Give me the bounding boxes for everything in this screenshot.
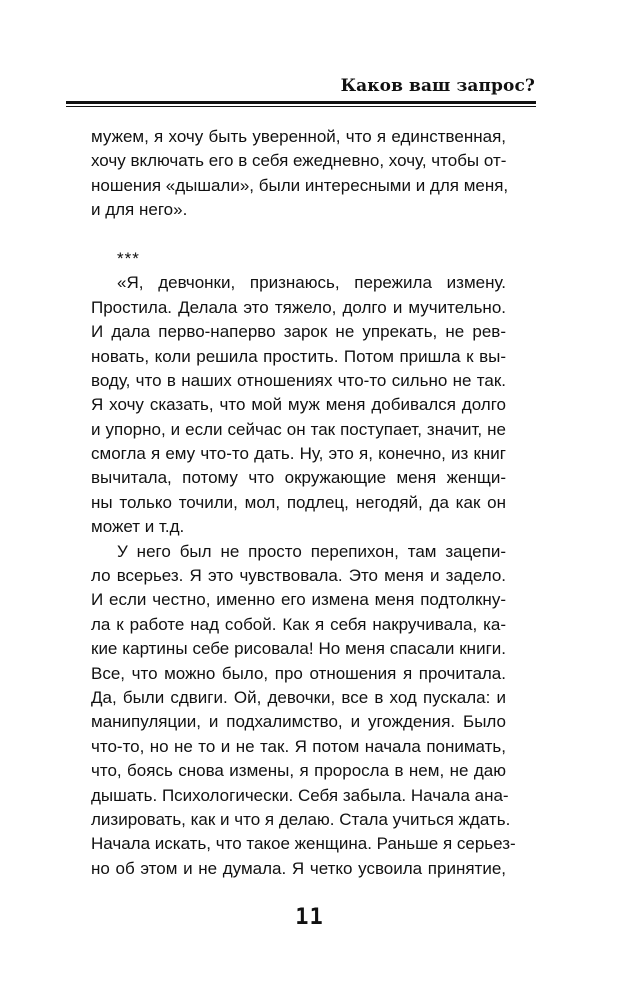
text-line: мужем, я хочу быть уверенной, что я единственная,	[91, 127, 506, 146]
text-line: новать, коли решила простить. Потом пришла к вы-	[91, 346, 506, 366]
text-line: И дала перво-наперво зарок не упрекать, не рев-	[91, 322, 506, 342]
text-line: но об этом и не думала. Я четко усвоила принятие,	[91, 858, 506, 878]
text-line: может и т.д.	[91, 517, 185, 537]
text-line: смогла я ему что-то дать. Ну, это я, конечно, из книг	[91, 444, 506, 464]
text-line: ло всерьез. Я это чувствовала. Это меня и задело.	[91, 566, 506, 586]
text-line: ны только точили, мол, подлец, негодяй, да как он	[91, 492, 506, 512]
paragraph-spacer	[91, 223, 506, 247]
text-line: ла к работе над собой. Как я себя накручивала, ка-	[91, 614, 506, 634]
text-line: вычитала, потому что окружающие меня женщи-	[91, 468, 506, 488]
header-rule	[66, 101, 536, 107]
page-body-text	[91, 125, 516, 881]
paragraph-3	[91, 540, 516, 881]
text-line: ношения «дышали», были интересными и для меня,	[91, 175, 509, 195]
text-line: что-то, но не то и не так. Я потом начала понимать,	[91, 736, 506, 756]
text-line: дышать. Психологически. Себя забыла. Начала ана-	[91, 785, 509, 805]
text-line: лизировать, как и что я делаю. Стала учиться ждать.	[91, 809, 511, 829]
text-line: Я хочу сказать, что мой муж меня добивался долго	[91, 395, 506, 415]
text-line: И если честно, именно его измена меня подтолкну-	[91, 590, 506, 610]
paragraph-1	[91, 125, 509, 223]
text-line: и для него».	[91, 200, 188, 220]
text-line: кие картины себе рисовала! Но меня спасали книги.	[91, 639, 506, 659]
text-line: Все, что можно было, про отношения я прочитала.	[91, 663, 506, 683]
text-line: хочу включать его в себя ежедневно, хочу, чтобы от-	[91, 151, 507, 171]
running-header-title: Каков ваш запрос?	[340, 76, 535, 96]
page-number: 11	[295, 905, 324, 930]
text-line: и упорно, и если сейчас он так поступает, значит, не	[91, 419, 506, 439]
text-line: манипуляции, и подхалимство, и угождения. Было	[91, 712, 506, 732]
text-line: У него был не просто перепихон, там зацепи-	[117, 541, 506, 561]
text-line: воду, что в наших отношениях что-то сильно не так.	[91, 370, 506, 390]
text-line: Начала искать, что такое женщина. Раньше я серьез-	[91, 834, 516, 854]
section-divider-asterisks: ***	[117, 248, 140, 268]
paragraph-2	[91, 271, 506, 539]
text-line: Простила. Делала это тяжело, долго и мучительно.	[91, 297, 506, 317]
text-line: «Я, девчонки, признаюсь, пережила измену.	[117, 273, 506, 293]
text-line: что, боясь снова измены, я проросла в нем, не даю	[91, 761, 506, 781]
text-line: Да, были сдвиги. Ой, девочки, все в ход пускала: и	[91, 687, 506, 707]
